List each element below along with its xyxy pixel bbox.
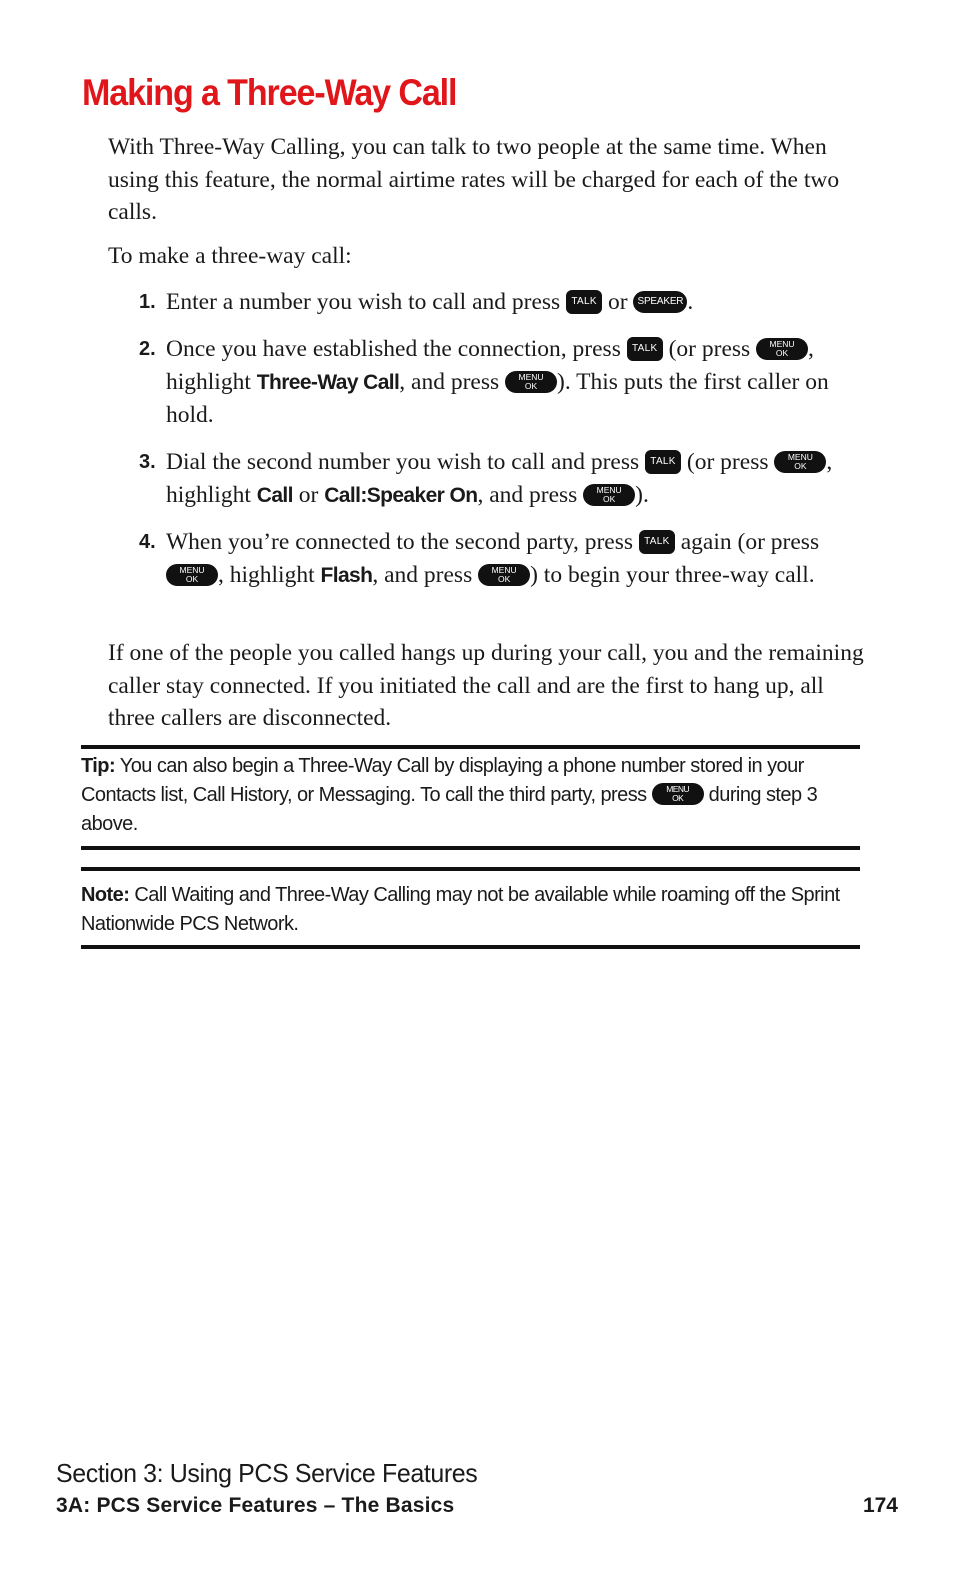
menu-key-top-label: MENU — [769, 338, 795, 349]
tip-text: during step 3 above. — [81, 784, 818, 835]
step-text: , highlight — [166, 336, 814, 395]
menu-key-top-label: MENU — [179, 564, 205, 575]
tip-callout — [81, 752, 865, 839]
step-text: or — [298, 482, 319, 508]
page-number: 174 — [862, 1494, 898, 1517]
menu-ok-key-icon — [652, 783, 704, 805]
step-1 — [108, 286, 868, 319]
menu-key-top-label: MENU — [596, 484, 622, 495]
note-label: Note: — [81, 884, 130, 906]
step-text: Dial the second number you wish to call and press — [166, 449, 640, 475]
step-text: (or press — [686, 449, 769, 475]
menu-key-bottom-label: OK — [185, 574, 199, 585]
menu-key-bottom-label: OK — [775, 348, 789, 359]
step-text: , and press — [372, 562, 473, 588]
step-text: , and press — [399, 369, 500, 395]
footer-section-title: Section 3: Using PCS Service Features — [56, 1458, 478, 1488]
steps-list — [108, 286, 868, 606]
step-text: again (or press — [680, 529, 820, 555]
menu-ok-key-icon — [774, 451, 826, 473]
menu-key-top-label: MENU — [666, 783, 690, 794]
page-title: Making a Three-Way Call — [82, 72, 457, 113]
step-number: 4. — [139, 531, 156, 553]
menu-ok-key-icon — [478, 564, 530, 586]
step-text: , highlight — [166, 449, 833, 508]
step-text: When you’re connected to the second party, press — [166, 529, 633, 555]
speaker-key-icon: SPEAKER — [633, 291, 687, 313]
menu-key-bottom-label: OK — [524, 381, 538, 392]
step-4 — [108, 526, 868, 592]
intro-paragraph: With Three-Way Calling, you can talk to two people at the same time. When using this feature, the normal airtime rates will be charged for each of the two calls. — [108, 134, 840, 225]
steps-lead-in: To make a three-way call: — [108, 243, 352, 269]
step-text: ). — [635, 482, 649, 508]
menu-ok-key-icon — [166, 564, 218, 586]
step-text: (or press — [668, 336, 751, 362]
note-bottom-rule — [81, 945, 860, 949]
tip-top-rule — [81, 745, 860, 749]
step-number: 2. — [139, 338, 156, 360]
menu-key-bottom-label: OK — [603, 494, 616, 505]
note-callout — [81, 881, 865, 939]
step-text: ). This puts the first caller on hold. — [166, 369, 829, 428]
step-text: Once you have established the connection, press — [166, 336, 621, 362]
talk-key-icon: TALK — [645, 450, 681, 474]
note-text: Call Waiting and Three-Way Calling may not be available while roaming off the Sprint Nationwide PCS Network. — [81, 884, 840, 935]
step-text: Enter a number you wish to call and press — [166, 289, 561, 315]
tip-text: You can also begin a Three-Way Call by displaying a phone number stored in your Contacts list, Call History, or Messaging. To call the third party, press — [81, 755, 804, 806]
menu-ok-key-icon — [505, 371, 557, 393]
tip-label: Tip: — [81, 755, 116, 777]
talk-key-icon: TALK — [566, 290, 602, 314]
step-2 — [108, 333, 868, 432]
menu-option-term: Flash — [320, 564, 373, 587]
menu-option-term: Call:Speaker On — [324, 484, 478, 507]
menu-option-term: Call — [256, 484, 293, 507]
step-text: , highlight — [218, 562, 315, 588]
step-text: or — [607, 289, 628, 315]
menu-key-bottom-label: OK — [794, 461, 807, 472]
step-number: 3. — [139, 451, 156, 473]
step-text: , and press — [477, 482, 578, 508]
menu-option-term: Three-Way Call — [256, 371, 400, 394]
tip-bottom-rule — [81, 846, 860, 850]
step-text: ) to begin your three-way call. — [530, 562, 815, 588]
menu-ok-key-icon — [583, 484, 635, 506]
menu-ok-key-icon — [756, 338, 808, 360]
step-number: 1. — [139, 291, 156, 313]
menu-key-top-label: MENU — [518, 371, 544, 382]
talk-key-icon: TALK — [639, 530, 675, 554]
menu-key-bottom-label: OK — [497, 574, 511, 585]
footer-chapter-title: 3A: PCS Service Features – The Basics — [56, 1494, 455, 1517]
closing-paragraph: If one of the people you called hangs up during your call, you and the remaining caller stay connected. If you initiated the call and are the first to hang up, all three callers are disconnected. — [108, 640, 864, 731]
step-text: . — [687, 289, 694, 315]
talk-key-icon: TALK — [627, 337, 663, 361]
note-top-rule — [81, 867, 860, 871]
menu-key-bottom-label: OK — [672, 793, 684, 804]
step-3 — [108, 446, 868, 512]
menu-key-top-label: MENU — [787, 451, 813, 462]
menu-key-top-label: MENU — [491, 564, 517, 575]
